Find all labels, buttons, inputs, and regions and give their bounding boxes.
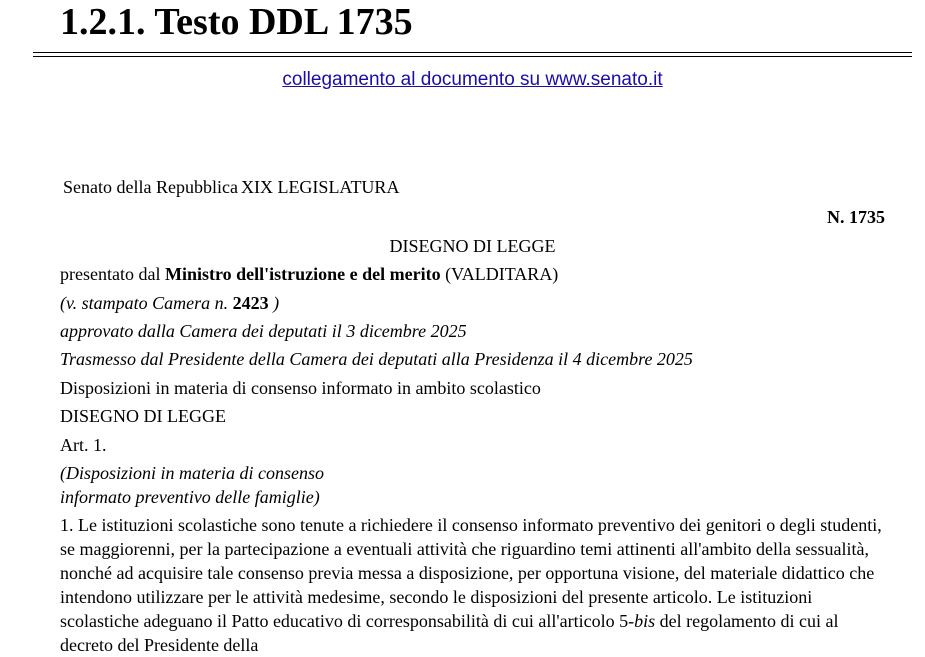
presented-by-line	[60, 262, 558, 286]
page-title: 1.2.1. Testo DDL 1735	[60, 1, 413, 43]
bill-subject: Disposizioni in materia di consenso informato in ambito scolastico	[60, 378, 541, 398]
article-rubric-line-1: (Disposizioni in materia di consenso	[60, 463, 324, 483]
stampato-prefix: (v. stampato Camera n.	[60, 293, 229, 313]
paragraph-main-text: 1. Le istituzioni scolastiche sono tenute a richiedere il consenso informato preventivo dei genitori o degli studenti, se maggiorenni, per la partecipazione a eventuali attività che riguardino temi attinenti all'ambito della sessualità, nonché ad acquisire tale consenso previa messa a disposizione, per opportuna visione, del materiale didattico che intendono utilizzare per le attività medesime, secondo le disposizioni del presente articolo. Le istituzioni scolastiche adeguano il Patto educativo di corresponsabilità di cui all'articolo 5-	[60, 515, 882, 631]
presenter-office: Ministro dell'istruzione e del merito	[164, 264, 441, 284]
article-paragraph-1	[60, 513, 895, 657]
bill-type-heading: DISEGNO DI LEGGE	[389, 236, 556, 256]
paragraph-tail-text: del regolamento di cui al decreto del Presidente della	[60, 611, 839, 655]
stampato-number: 2423	[232, 293, 269, 313]
legislature-label: XIX LEGISLATURA	[240, 177, 400, 197]
approved-line: approvato dalla Camera dei deputati il 3 dicembre 2025	[60, 321, 467, 341]
stampato-suffix: )	[273, 293, 280, 313]
article-rubric-line-2: informato preventivo delle famiglie)	[60, 487, 320, 507]
presenter-name: (VALDITARA)	[445, 264, 559, 284]
document-header	[63, 175, 399, 199]
stampato-line	[60, 291, 279, 315]
bill-number: N. 1735	[827, 207, 885, 227]
presented-prefix: presentato dal	[60, 264, 161, 284]
title-divider-top	[33, 52, 912, 53]
article-label: Art. 1.	[60, 435, 107, 455]
paragraph-italic-term: bis	[634, 611, 656, 631]
title-divider-bottom	[33, 56, 912, 57]
senato-document-link[interactable]: collegamento al documento su www.senato.it	[282, 69, 663, 90]
transmitted-line: Trasmesso dal Presidente della Camera dei deputati alla Presidenza il 4 dicembre 2025	[60, 349, 693, 369]
institution-name: Senato della Repubblica	[63, 177, 238, 197]
bill-type-repeat: DISEGNO DI LEGGE	[60, 406, 226, 426]
